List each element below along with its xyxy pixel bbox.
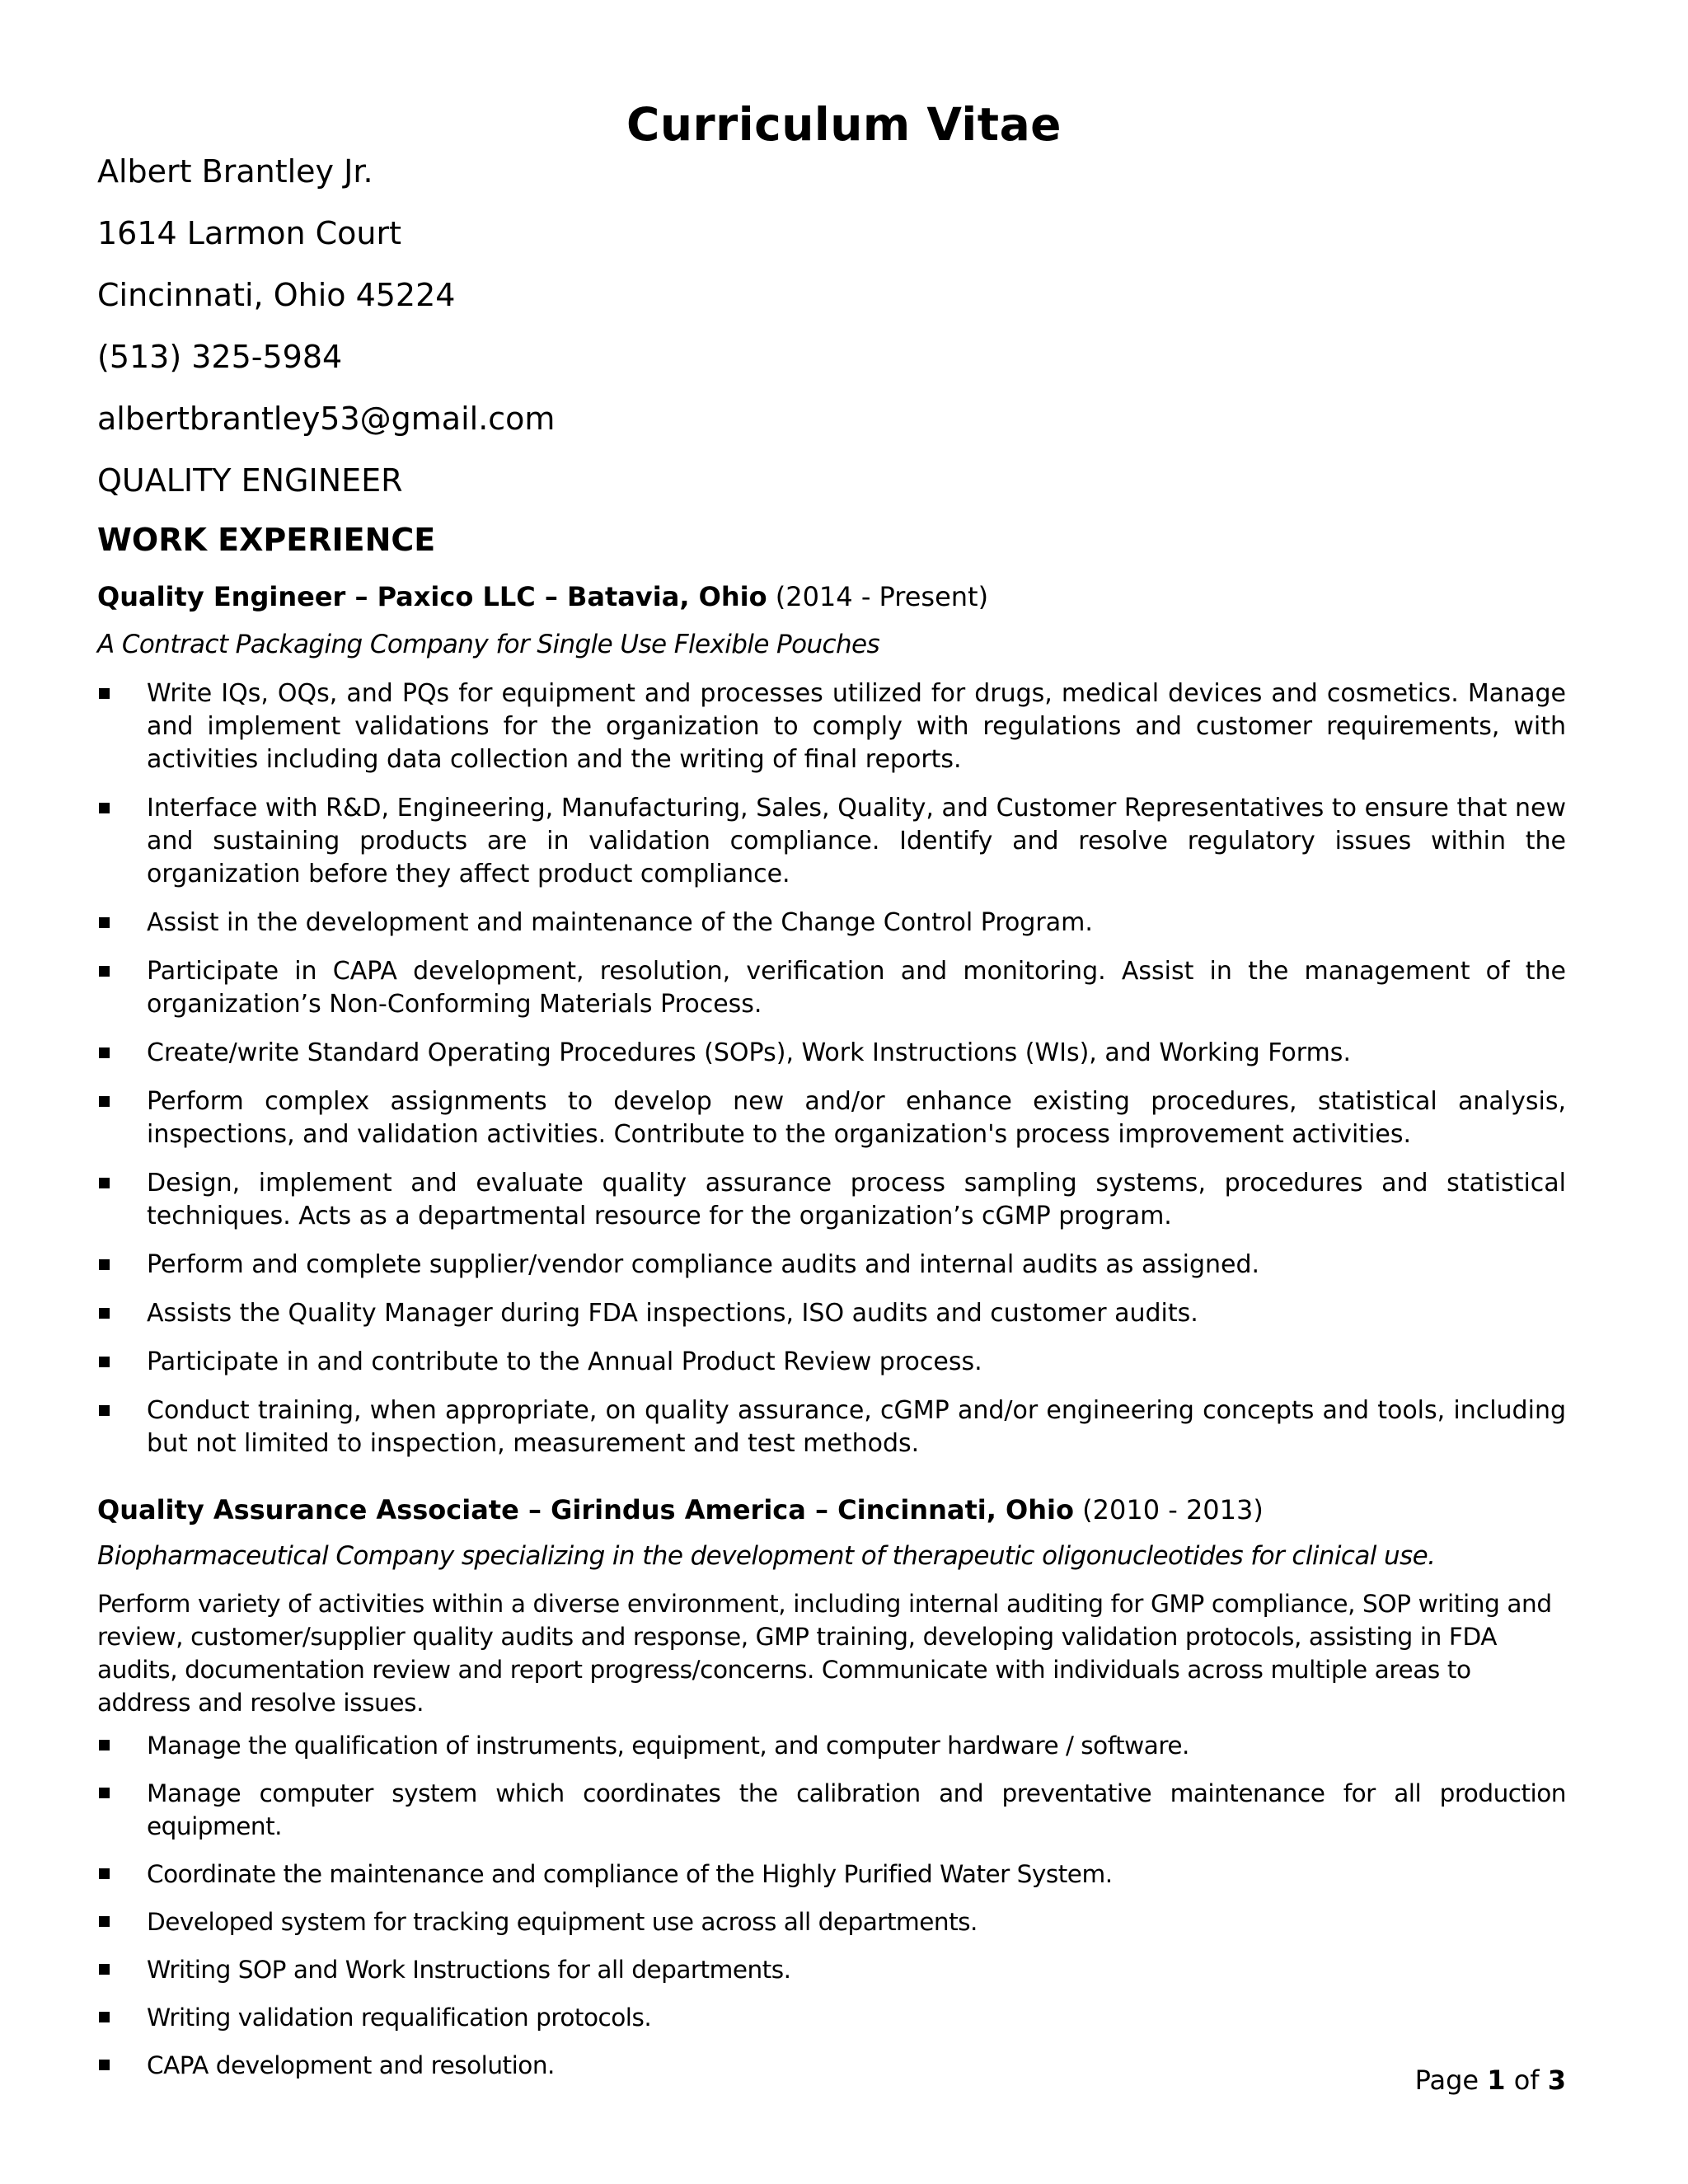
square-bullet-icon xyxy=(99,803,110,813)
list-item: Participate in and contribute to the Annual Product Review process. xyxy=(97,1346,1566,1379)
job-1-description: A Contract Packaging Company for Single Use Flexible Pouches xyxy=(97,630,880,659)
square-bullet-icon xyxy=(99,1308,110,1319)
contact-street: 1614 Larmon Court xyxy=(97,215,402,251)
job-2-summary: Perform variety of activities within a diverse environment, including internal auditing for GMP compliance, SOP writing and review, customer/supplier quality audits and response, GMP training, developing validation protocols, assisting in FDA audits, documentation review and report progress/concerns. Communicate with individuals across multiple areas to address and resolve issues. xyxy=(97,1590,1552,1717)
list-item: Manage computer system which coordinates the calibration and preventative maintenance for all production equipment. xyxy=(97,1777,1566,1843)
list-item: Participate in CAPA development, resolution, verification and monitoring. Assist in the management of the organization’s Non-Conforming Materials Process. xyxy=(97,955,1566,1021)
square-bullet-icon xyxy=(99,2012,110,2022)
list-item: Perform complex assignments to develop new and/or enhance existing procedures, statistical analysis, inspections, and validation activities. Contribute to the organization's process improvement activities. xyxy=(97,1085,1566,1151)
square-bullet-icon xyxy=(99,1178,110,1188)
square-bullet-icon xyxy=(99,1357,110,1367)
square-bullet-icon xyxy=(99,1740,110,1750)
list-item: Developed system for tracking equipment use across all departments. xyxy=(97,1905,1566,1938)
contact-phone: (513) 325-5984 xyxy=(97,339,343,375)
contact-name: Albert Brantley Jr. xyxy=(97,153,373,190)
job-2-title-line xyxy=(97,1493,1264,1526)
job-1-bullet-list xyxy=(97,677,1566,1476)
contact-email: albertbrantley53@gmail.com xyxy=(97,401,556,437)
square-bullet-icon xyxy=(99,1964,110,1975)
square-bullet-icon xyxy=(99,1047,110,1058)
list-item: Writing SOP and Work Instructions for all departments. xyxy=(97,1953,1566,1986)
job-2-bullet-list xyxy=(97,1729,1566,2097)
job-2-dates: (2010 - 2013) xyxy=(1082,1494,1264,1526)
square-bullet-icon xyxy=(99,1868,110,1879)
square-bullet-icon xyxy=(99,1259,110,1270)
job-1-title-line xyxy=(97,580,988,613)
list-item: Design, implement and evaluate quality assurance process sampling systems, procedures and statistical techniques. Acts as a departmental resource for the organization’s cGMP program. xyxy=(97,1167,1566,1233)
square-bullet-icon xyxy=(99,2060,110,2070)
list-item: Write IQs, OQs, and PQs for equipment and processes utilized for drugs, medical devices and cosmetics. Manage and implement validations for the organization to comply with regulations and customer requirements, with activities including data collection and the writing of final reports. xyxy=(97,677,1566,776)
contact-block xyxy=(97,153,1086,524)
contact-city: Cincinnati, Ohio 45224 xyxy=(97,277,456,313)
list-item: Conduct training, when appropriate, on quality assurance, cGMP and/or engineering concepts and tools, including but not limited to inspection, measurement and test methods. xyxy=(97,1394,1566,1460)
square-bullet-icon xyxy=(99,1096,110,1107)
square-bullet-icon xyxy=(99,1405,110,1416)
list-item: Manage the qualification of instruments, equipment, and computer hardware / software. xyxy=(97,1729,1566,1762)
list-item: Perform and complete supplier/vendor compliance audits and internal audits as assigned. xyxy=(97,1249,1566,1282)
square-bullet-icon xyxy=(99,917,110,928)
job-2-title: Quality Assurance Associate – Girindus America – Cincinnati, Ohio xyxy=(97,1494,1074,1526)
list-item: Writing validation requalification protocols. xyxy=(97,2001,1566,2034)
document-title: Curriculum Vitae xyxy=(626,98,1062,151)
list-item: Assists the Quality Manager during FDA inspections, ISO audits and customer audits. xyxy=(97,1297,1566,1330)
page-number: Page 1 of 3 xyxy=(1414,2064,1566,2096)
job-1-title: Quality Engineer – Paxico LLC – Batavia, Ohio xyxy=(97,581,767,612)
list-item: Assist in the development and maintenance of the Change Control Program. xyxy=(97,907,1566,940)
contact-profession: QUALITY ENGINEER xyxy=(97,462,403,499)
work-experience-heading: WORK EXPERIENCE xyxy=(97,522,436,558)
list-item: Create/write Standard Operating Procedures (SOPs), Work Instructions (WIs), and Working Forms. xyxy=(97,1037,1566,1070)
list-item: CAPA development and resolution. xyxy=(97,2049,1566,2082)
square-bullet-icon xyxy=(99,688,110,699)
square-bullet-icon xyxy=(99,1788,110,1798)
square-bullet-icon xyxy=(99,1916,110,1927)
list-item: Interface with R&D, Engineering, Manufacturing, Sales, Quality, and Customer Representatives to ensure that new and sustaining products are in validation compliance. Identify and resolve regulatory issues within the organization before they affect product compliance. xyxy=(97,792,1566,891)
square-bullet-icon xyxy=(99,966,110,977)
job-1-dates: (2014 - Present) xyxy=(775,581,989,612)
list-item: Coordinate the maintenance and compliance of the Highly Purified Water System. xyxy=(97,1858,1566,1891)
job-2-description: Biopharmaceutical Company specializing in the development of therapeutic oligonucleotides for clinical use. xyxy=(97,1541,1436,1571)
